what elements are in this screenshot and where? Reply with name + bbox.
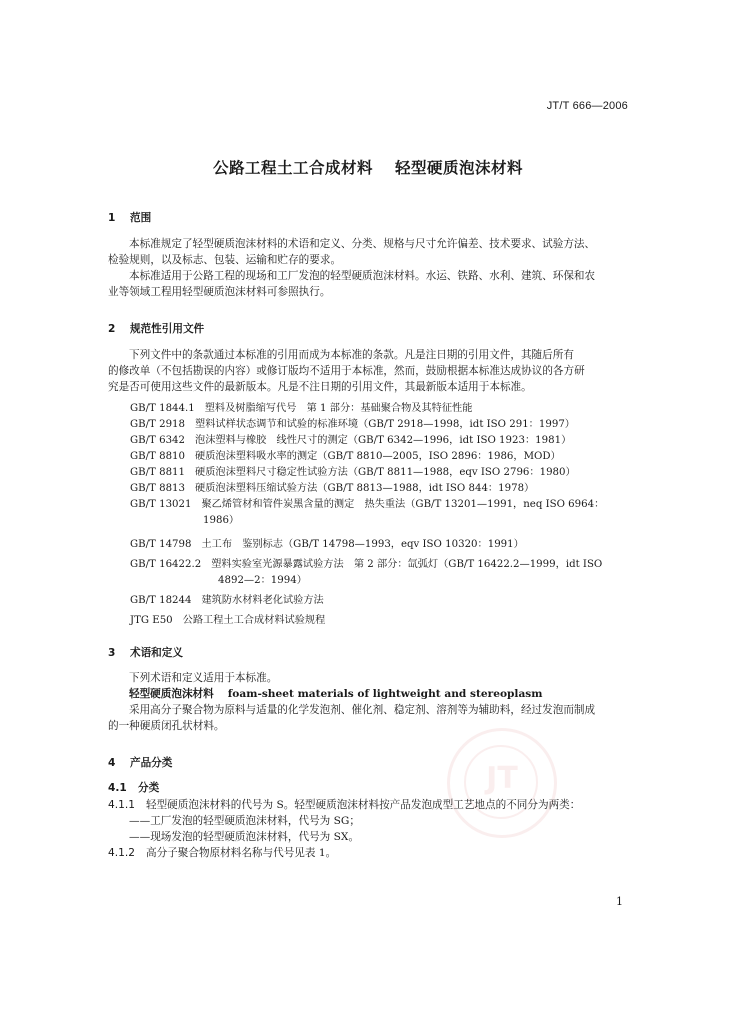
- title-part-1: 公路工程土工合成材料: [212, 159, 373, 177]
- reference-item: GB/T 13021 聚乙烯管材和管件炭黑含量的测定 热失重法（GB/T 13201—1991，neq ISO 6964：: [130, 499, 605, 510]
- document-title: [0, 156, 736, 178]
- reference-item: GB/T 2918 塑料试样状态调节和试验的标准环境（GB/T 2918—1998，idt ISO 291：1997）: [130, 419, 575, 430]
- clause-4-1-1: 4.1.1 轻型硬质泡沫材料的代号为 S。轻型硬质泡沫材料按产品发泡成型工艺地点的不同分为两类：: [108, 799, 581, 811]
- term-definition: 采用高分子聚合物为原料与适量的化学发泡剂、催化剂、稳定剂、溶剂等为辅助料，经过发泡而制成: [129, 704, 596, 716]
- section-3-heading: [108, 645, 183, 660]
- term-chinese: 轻型硬质泡沫材料: [129, 688, 214, 700]
- reference-item: GB/T 8811 硬质泡沫塑料尺寸稳定性试验方法（GB/T 8811—1988，eqv ISO 2796：1980）: [130, 467, 576, 478]
- standard-number: JT/T 666—2006: [546, 100, 628, 112]
- section-2-number: 2: [108, 323, 116, 335]
- section-4-number: 4: [108, 757, 116, 769]
- reference-item: GB/T 14798 土工布 鉴别标志（GB/T 14798—1993，eqv ISO 10320：1991）: [130, 539, 524, 550]
- section-4-1-heading: 4.1 分类: [108, 782, 160, 794]
- reference-list: [130, 401, 630, 629]
- reference-item: GB/T 1844.1 塑料及树脂缩写代号 第 1 部分：基础聚合物及其特征性能: [130, 403, 473, 414]
- section-1-heading: [108, 210, 151, 225]
- list-item: ——现场发泡的轻型硬质泡沫材料，代号为 SX。: [129, 831, 360, 843]
- reference-item: GB/T 8810 硬质泡沫塑料吸水率的测定（GB/T 8810—2005，ISO 2896：1986，MOD）: [130, 451, 561, 462]
- section-3-title: 术语和定义: [130, 647, 183, 659]
- section-2-title: 规范性引用文件: [130, 323, 205, 335]
- section-3-body: [108, 670, 628, 734]
- term-definition-cont: 的一种硬质闭孔状材料。: [108, 720, 225, 732]
- section-4-title: 产品分类: [130, 757, 173, 769]
- scope-paragraph-2-cont: 业等领域工程用轻型硬质泡沫材料可参照执行。: [108, 286, 331, 298]
- title-part-2: 轻型硬质泡沫材料: [395, 159, 524, 177]
- reference-item: GB/T 8813 硬质泡沫塑料压缩试验方法（GB/T 8813—1988，idt ISO 844：1978）: [130, 483, 535, 494]
- reference-item-continuation: 1986）: [203, 515, 240, 526]
- section-2-heading: [108, 321, 204, 336]
- section-1-body: [108, 236, 628, 300]
- section-4-heading: [108, 755, 172, 770]
- references-intro-line-1: 下列文件中的条款通过本标准的引用而成为本标准的条款。凡是注日期的引用文件，其随后所有: [129, 349, 574, 361]
- list-item: ——工厂发泡的轻型硬质泡沫材料，代号为 SG；: [129, 815, 360, 827]
- page-number: 1: [616, 895, 623, 908]
- references-intro-line-3: 究是否可使用这些文件的最新版本。凡是不注日期的引用文件，其最新版本适用于本标准。: [108, 381, 532, 393]
- section-3-number: 3: [108, 647, 116, 659]
- section-2-intro: [108, 347, 628, 395]
- section-1-title: 范围: [130, 212, 152, 224]
- scope-paragraph-2: 本标准适用于公路工程的现场和工厂发泡的轻型硬质泡沫材料。水运、铁路、水利、建筑、环保和农: [129, 270, 596, 282]
- reference-item: GB/T 6342 泡沫塑料与橡胶 线性尺寸的测定（GB/T 6342—1996，idt ISO 1923：1981）: [130, 435, 572, 446]
- references-intro-line-2: 的修改单（不包括勘误的内容）或修订版均不适用于本标准，然而，鼓励根据本标准达成协议的各方研: [108, 365, 585, 377]
- clause-4-1-2: 4.1.2 高分子聚合物原材料名称与代号见表 1。: [108, 847, 337, 859]
- section-4-body: [108, 797, 628, 861]
- section-1-number: 1: [108, 212, 116, 224]
- reference-item: GB/T 18244 建筑防水材料老化试验方法: [130, 595, 324, 606]
- watermark-text: JT: [486, 761, 518, 796]
- reference-item: GB/T 16422.2 塑料实验室光源暴露试验方法 第 2 部分：氙弧灯（GB/T 16422.2—1999，idt ISO: [130, 559, 603, 570]
- scope-paragraph-1: 本标准规定了轻型硬质泡沫材料的术语和定义、分类、规格与尺寸允许偏差、技术要求、试验方法、: [129, 238, 596, 250]
- scope-paragraph-1-cont: 检验规则，以及标志、包装、运输和贮存的要求。: [108, 254, 342, 266]
- reference-item: JTG E50 公路工程土工合成材料试验规程: [130, 615, 326, 626]
- term-entry: [108, 686, 628, 702]
- term-english: foam-sheet materials of lightweight and stereoplasm: [227, 688, 543, 700]
- reference-item-continuation: 4892—2：1994）: [218, 575, 307, 586]
- terms-intro: 下列术语和定义适用于本标准。: [129, 672, 278, 684]
